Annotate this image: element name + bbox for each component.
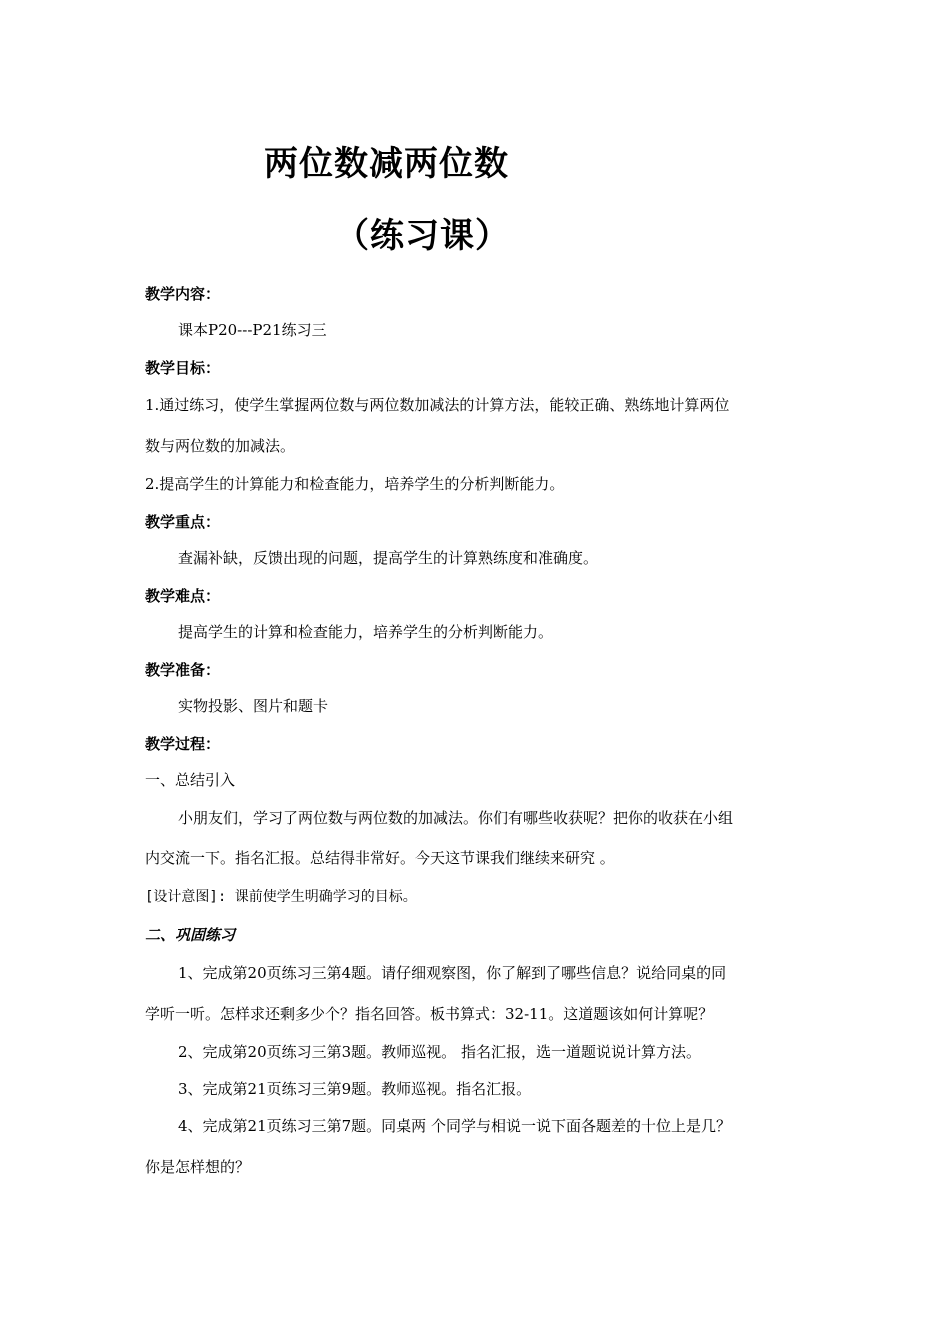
key-points-text: 查漏补缺，反馈出现的问题，提高学生的计算熟练度和准确度。 — [178, 549, 599, 567]
exercise-1-line-2: 学听一听。怎样求还剩多少个？指名回答。板书算式：32-11。这道题该如何计算呢？ — [145, 1005, 714, 1023]
content-text: 课本P20---P21练习三 — [178, 321, 327, 339]
section-1-paragraph-line-1: 小朋友们，学习了两位数与两位数的加减法。你们有哪些收获呢？把你的收获在小组 — [178, 809, 734, 827]
process-heading: 教学过程： — [145, 735, 221, 753]
exercise-2: 2、完成第20页练习三第3题。教师巡视。 指名汇报，选一道题说说计算方法。 — [178, 1043, 701, 1061]
exercise-4-line-1: 4、完成第21页练习三第7题。同桌两 个同学与相说一说下面各题差的十位上是几？ — [178, 1117, 731, 1135]
section-1-title: 一、总结引入 — [145, 771, 236, 789]
design-intent-note: [设计意图]: 课前使学生明确学习的目标。 — [145, 889, 417, 905]
section-2-title: 二、巩固练习 — [145, 926, 236, 944]
difficulty-text: 提高学生的计算和检查能力，培养学生的分析判断能力。 — [178, 623, 554, 641]
goals-heading: 教学目标： — [145, 359, 221, 377]
goal-2: 2.提高学生的计算能力和检查能力，培养学生的分析判断能力。 — [145, 475, 565, 493]
exercise-1-line-1: 1、完成第20页练习三第4题。请仔细观察图，你了解到了哪些信息？说给同桌的同 — [178, 964, 727, 982]
difficulty-heading: 教学难点： — [145, 587, 221, 605]
section-1-paragraph-line-2: 内交流一下。指名汇报。总结得非常好。今天这节课我们继续来研究 。 — [145, 849, 615, 867]
goal-1-line-2: 数与两位数的加减法。 — [145, 437, 296, 455]
key-points-heading: 教学重点： — [145, 513, 221, 531]
document-title: 两位数减两位数 — [264, 144, 509, 184]
preparation-heading: 教学准备： — [145, 661, 221, 679]
preparation-text: 实物投影、图片和题卡 — [178, 697, 329, 715]
document-subtitle: （练习课） — [335, 216, 510, 256]
exercise-4-line-2: 你是怎样想的？ — [145, 1158, 251, 1176]
exercise-3: 3、完成第21页练习三第9题。教师巡视。指名汇报。 — [178, 1080, 532, 1098]
content-heading: 教学内容： — [145, 285, 221, 303]
goal-1-line-1: 1.通过练习，使学生掌握两位数与两位数加减法的计算方法，能较正确、熟练地计算两位 — [145, 396, 730, 414]
